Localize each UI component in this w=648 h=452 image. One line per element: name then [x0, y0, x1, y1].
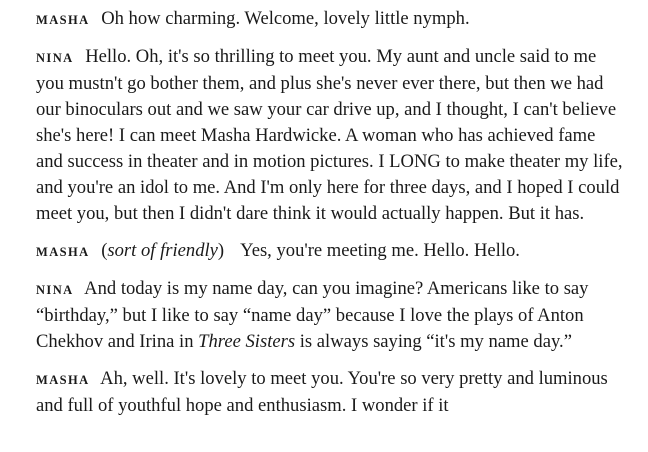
speaker-name: MASHA: [36, 373, 90, 387]
dialogue-text: Ah, well. It's lovely to meet you. You're so very pretty and luminous and full of youthful hope and enthusiasm. I wonder if it: [36, 368, 608, 416]
speaker-name: MASHA: [36, 245, 90, 259]
play-title: Three Sisters: [198, 331, 296, 352]
dialogue-text: And today is my name day, can you imagine? Americans like to say “birthday,” but I like to say “name day” because I love the plays of Anton Chekhov and Irina in: [36, 278, 589, 352]
stage-direction-open-paren: (: [101, 240, 108, 261]
dialogue-text: Oh how charming. Welcome, lovely little nymph.: [101, 8, 470, 29]
speech-nina-1: [36, 44, 626, 227]
speaker-name: MASHA: [36, 13, 90, 27]
dialogue-text: Hello. Oh, it's so thrilling to meet you. My aunt and uncle said to me you mustn't go bother them, and plus she's never ever there, but then we had our binoculars out and we saw your car drive up, and I thought, I can't believe she's here! I can meet Masha Hardwicke. A woman who has achieved fame and success in theater and in motion pictures. I LONG to make theater my life, and you're an idol to me. And I'm only here for three days, and I hoped I could meet you, but then I didn't dare think it would actually happen. But it has.: [36, 46, 623, 224]
speaker-name: NINA: [36, 283, 74, 297]
speech-masha-2: [36, 238, 626, 265]
speaker-name: NINA: [36, 51, 74, 65]
dialogue-text: Yes, you're meeting me. Hello. Hello.: [240, 240, 520, 261]
speech-masha-3: [36, 366, 626, 419]
speech-masha-1: [36, 6, 626, 33]
stage-direction: sort of friendly: [107, 240, 218, 261]
stage-direction-close-paren: ): [217, 240, 225, 261]
script-page: [36, 6, 626, 430]
dialogue-text: is always saying “it's my name day.”: [295, 331, 572, 352]
speech-nina-2: [36, 276, 626, 355]
